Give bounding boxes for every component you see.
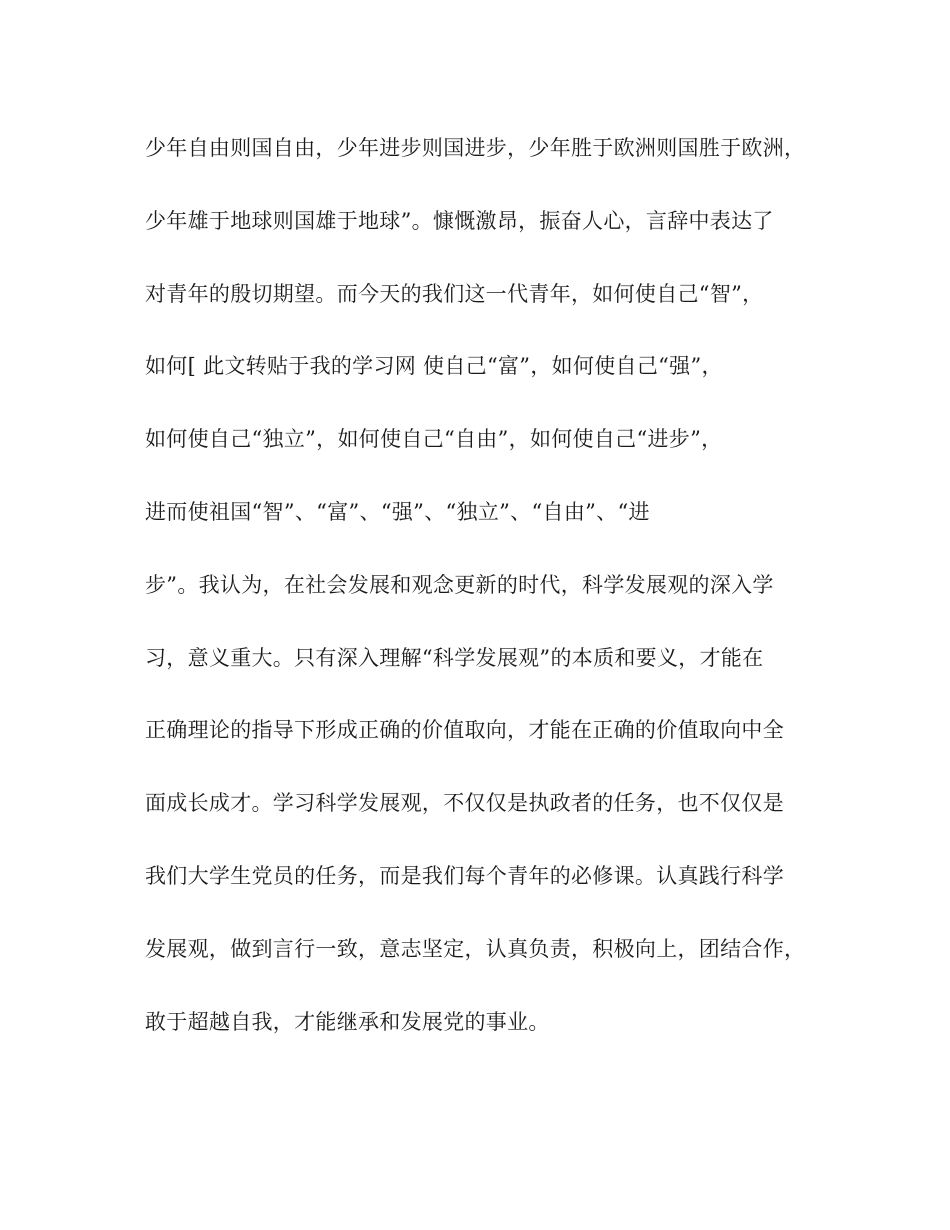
text-line-6: 进而使祖国“智”、“富”、“强”、“独立”、“自由”、“进	[145, 499, 650, 524]
text-line-9: 正确理论的指导下形成正确的价值取向，才能在正确的价值取向中全	[145, 718, 784, 743]
text-line-3: 对青年的殷切期望。而今天的我们这一代青年，如何使自己“智”，	[145, 281, 764, 306]
text-line-8: 习，意义重大。只有深入理解“科学发展观”的本质和要义，才能在	[145, 645, 764, 670]
text-line-12: 发展观，做到言行一致，意志坚定，认真负责，积极向上，团结合作，	[145, 936, 806, 961]
text-line-13: 敢于超越自我，才能继承和发展党的事业。	[145, 1009, 550, 1034]
body-paragraph	[145, 112, 825, 1058]
text-line-2: 少年雄于地球则国雄于地球”。慷慨激昂，振奋人心，言辞中表达了	[145, 208, 774, 233]
text-line-4: 如何[ 此文转贴于我的学习网 使自己“富”，如何使自己“强”，	[145, 354, 723, 379]
text-line-10: 面成长成才。学习科学发展观，不仅仅是执政者的任务，也不仅仅是	[145, 791, 784, 816]
text-line-5: 如何使自己“独立”，如何使自己“自由”，如何使自己“进步”，	[145, 427, 723, 452]
text-line-11: 我们大学生党员的任务，而是我们每个青年的必修课。认真践行科学	[145, 863, 784, 888]
text-line-1: 少年自由则国自由，少年进步则国进步，少年胜于欧洲则国胜于欧洲，	[145, 136, 806, 160]
text-line-7: 步”。我认为，在社会发展和观念更新的时代，科学发展观的深入学	[145, 572, 774, 597]
